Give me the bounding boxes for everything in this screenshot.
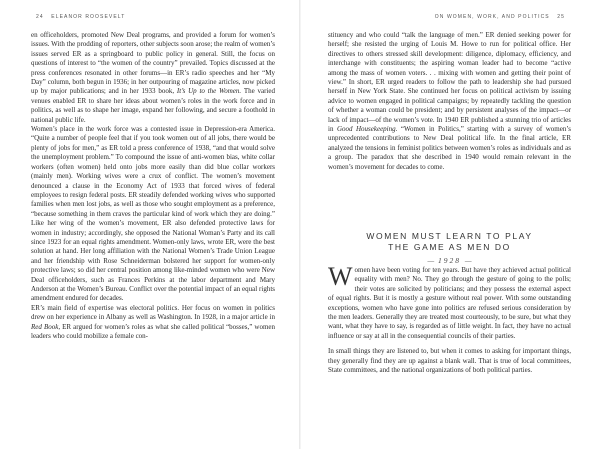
italic-title: It’s Up to the Women. xyxy=(176,87,242,96)
section-heading xyxy=(328,231,571,265)
year-dash-right: — xyxy=(464,256,472,265)
section-body xyxy=(328,262,571,375)
text-run: ER’s main field of expertise was electoral politics. Her focus on women in politics drew on her experience in Albany as well as Washington. In 1928, in a major article in xyxy=(31,303,275,322)
text-run: The varied venues enabled ER to share her ideas about women’s roles in the work force and in politics, as well as to shape her image, expand her following, and secure a foothold in national public life. xyxy=(31,87,275,124)
left-paragraph xyxy=(31,304,275,342)
right-body-text xyxy=(328,31,571,172)
right-running-head xyxy=(435,14,570,20)
section-heading-line-1: WOMEN MUST LEARN TO PLAY xyxy=(366,231,533,241)
right-running-head-title: ON WOMEN, WORK, AND POLITICS xyxy=(434,14,550,20)
section-year-value: 1928 xyxy=(438,256,461,265)
italic-title: Red Book, xyxy=(31,322,61,331)
section-paragraph-1 xyxy=(328,262,571,341)
year-dash-left: — xyxy=(427,256,435,265)
right-page-number: 25 xyxy=(557,14,565,20)
text-run: en officeholders, promoted New Deal programs, and provided a forum for women’s issues. With the prodding of reporters, other subjects soon arose; the realm of women’s issues served ER as a springboard to public policy in general. Still, the focus on questions of interest to “the women of the country” prevailed. Topics discussed at the press conferences resonated in other forums—in ER’s radio speeches and her “My Day” column, both begun in 1936; in her outpouring of magazine articles, now picked up by major publications; and in her 1933 book, xyxy=(31,31,275,96)
section-year xyxy=(328,256,571,265)
left-paragraph xyxy=(31,31,275,125)
text-run: “Women in Politics,” starting with a survey of women’s unprecedented contributions to New Deal political life. In the final article, ER analyzed the tensions in feminist politics between women’s roles as individuals and as a group. The paradox that she described in 1940 would remain relevant in the women’s movement for decades to come. xyxy=(328,125,571,171)
left-body-text xyxy=(31,31,275,341)
text-run: ER argued for women’s roles as what she called political “bosses,” women leaders who could mobilize a female con- xyxy=(31,322,275,340)
left-paragraph xyxy=(31,125,275,304)
left-running-head xyxy=(31,14,125,20)
drop-cap: W xyxy=(328,262,353,291)
right-paragraph xyxy=(328,31,571,172)
text-run: stituency and who could “talk the language of men.” ER denied seeking power for herself; she resisted the urging of Louis M. Howe to run for political office. Her directives to others stressed skill development: diligence, diplomacy, efficiency, and interchange with constituents; the aspiring woman leader had to become “active among the mass of women voters. . . mixing with women and getting their point of view.” In short, ER urged readers to follow the path to leadership she had pursued herself in New York State. She continued her focus on political activism by issuing advice to women engaged in political campaigns; by repeatedly tackling the question of whether a woman could be president; and by persistent analyses of the impact—or lack of impact—of the women’s vote. In 1940 ER published a stunning trio of articles in xyxy=(328,31,571,134)
section-heading-line-2: THE GAME AS MEN DO xyxy=(388,242,511,252)
right-page xyxy=(300,0,600,449)
italic-title: Good Housekeeping. xyxy=(336,125,398,134)
section-paragraph-1-text: omen have been voting for ten years. But have they achieved actual political equality with men? No. They go through the gesture of going to the polls; their votes are solicited by politicians; and they possess the external aspect of equal rights. But it is mostly a gesture without real power. With some outstanding exceptions, women who have gone into politics are refused serious consideration by the men leaders. Generally they are treated most courteously, to be sure, but what they want, what they have to say, is regarded as of little weight. In fact, they have no actual influence or say at all in the consequential councils of their parties. xyxy=(328,266,571,340)
left-running-head-title: ELEANOR ROOSEVELT xyxy=(51,14,126,20)
text-run: Women’s place in the work force was a contested issue in Depression-era America. “Quite a number of people feel that if you took women out of all jobs, there would be plenty of jobs for men,” as ER told a press conference of 1938, “and that would solve the unemployment problem.” To compound the issue of anti-women bias, white collar workers (often women) held onto jobs more easily than did blue collar workers (mainly men). Working wives were a crux of conflict. The women’s movement denounced a clause in the Economy Act of 1933 that forced wives of federal employees to resign federal posts. ER steadily defended working wives who supported families when men lost jobs, as well as those who sought employment as a preference, “because something in them craves the particular kind of work which they are doing.” Like her wing of the women’s movement, ER also defended protective laws for women in industry; accordingly, she opposed the National Woman’s Party and its call since 1923 for an equal rights amendment. Women-only laws, wrote ER, were the best solution at hand. Her long affiliation with the National Women’s Trade Union League and her friendship with Rose Schneiderman bolstered her support for women-only protective laws; so did her central position among like-minded women who were New Deal officeholders, such as Frances Perkins at the labor department and Mary Anderson at the Women’s Bureau. Conflict over the potential impact of an equal rights amendment endured for decades. xyxy=(31,125,275,303)
section-paragraph-2: In small things they are listened to, but when it comes to asking for important things, they generally find they are up against a blank wall. That is true of local committees, State committees, and the national organizations of both political parties. xyxy=(328,347,571,375)
left-page-number: 24 xyxy=(36,14,44,20)
